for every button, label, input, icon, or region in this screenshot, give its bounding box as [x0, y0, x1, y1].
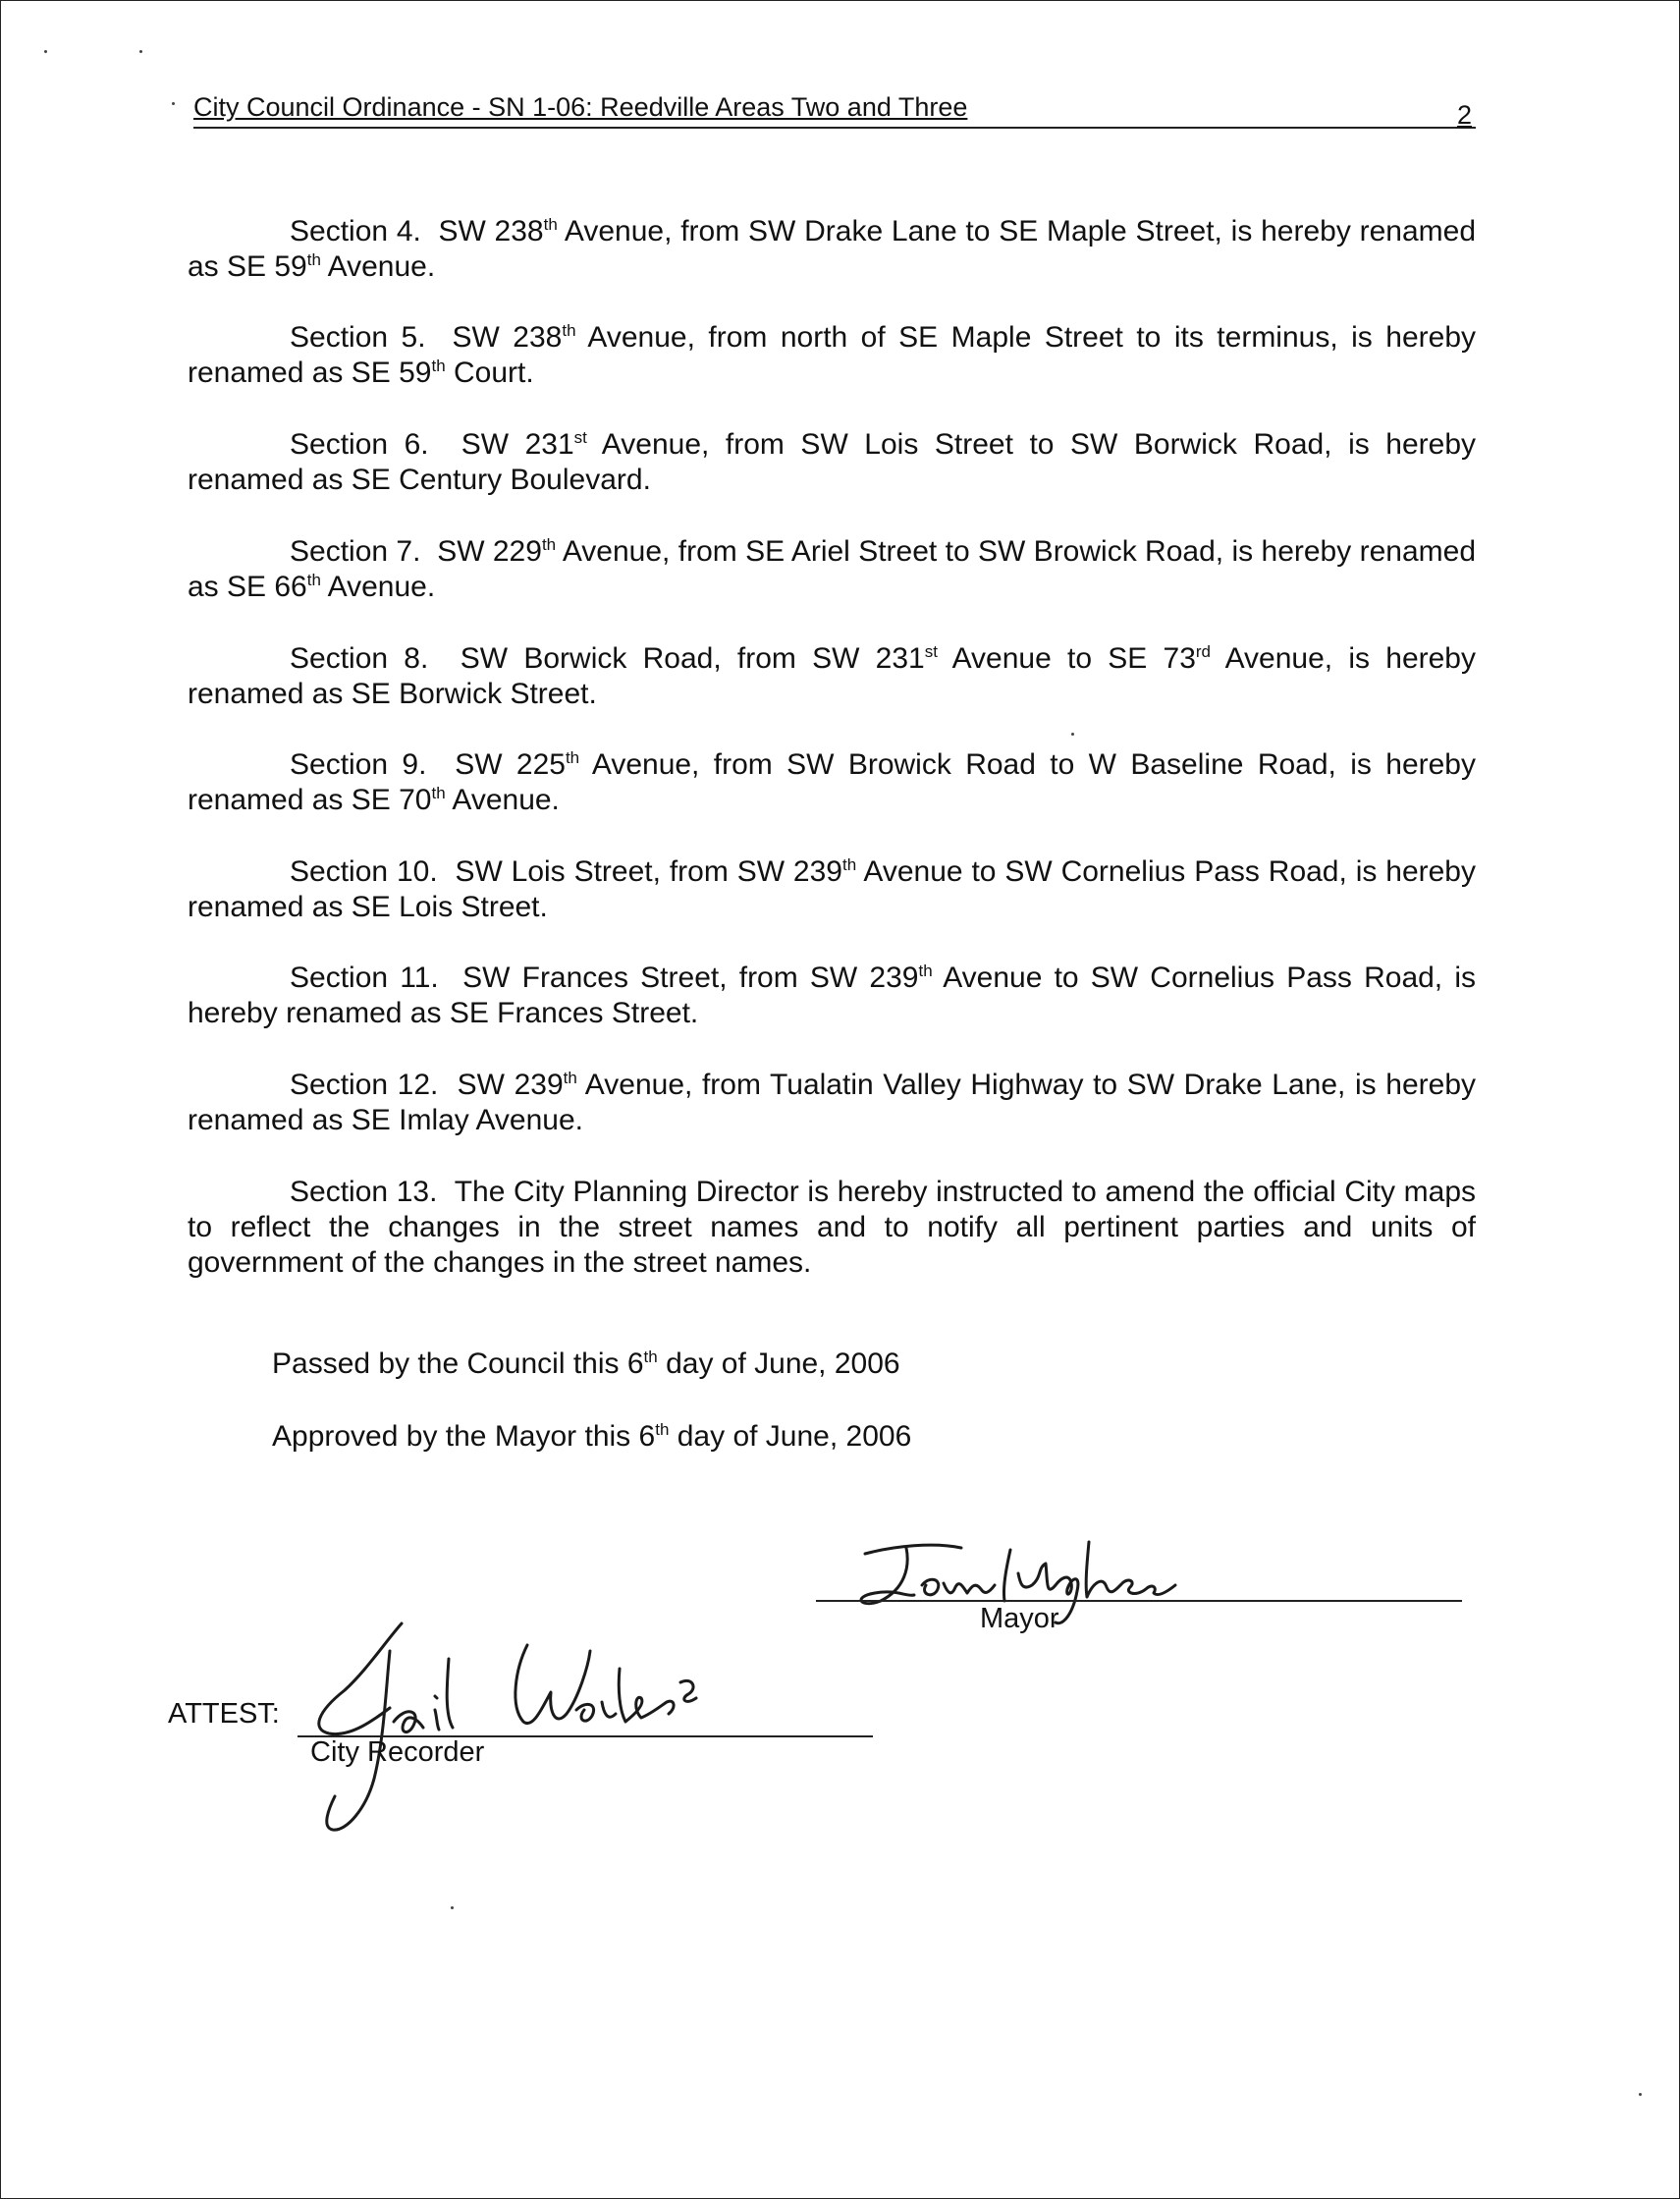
section-text: SW 229 — [437, 535, 542, 568]
ordinal-suffix: th — [431, 357, 446, 375]
section-label: Section 10. — [290, 855, 438, 888]
ordinal-suffix: th — [431, 784, 446, 802]
section-12 — [188, 1068, 1476, 1138]
section-4 — [188, 214, 1476, 285]
scan-speck — [1071, 733, 1074, 736]
ordinal-suffix: th — [643, 1347, 658, 1366]
section-text: Avenue to SE 73 — [937, 642, 1196, 675]
section-text: Avenue, is hereby renamed as SE Borwick Street. — [188, 642, 1476, 710]
approved-text: Approved by the Mayor this 6 — [272, 1420, 656, 1453]
ordinal-suffix: rd — [1195, 642, 1212, 661]
scan-speck — [1639, 2093, 1642, 2096]
section-5 — [188, 320, 1476, 391]
section-6 — [188, 427, 1476, 498]
section-text: SW 239 — [457, 1069, 564, 1101]
section-text: SW 238 — [452, 321, 563, 354]
ordinal-suffix: th — [565, 748, 580, 767]
scan-speck — [44, 50, 47, 53]
ordinal-suffix: th — [306, 250, 321, 269]
mayor-signature-line — [816, 1600, 1462, 1602]
ordinal-suffix: th — [562, 321, 576, 340]
approved-statement — [272, 1419, 911, 1455]
scan-speck — [139, 50, 142, 53]
page-header — [193, 80, 1476, 129]
passed-statement — [272, 1347, 900, 1382]
section-text: Avenue. — [320, 571, 436, 603]
section-8 — [188, 641, 1476, 712]
section-11 — [188, 961, 1476, 1031]
ordinal-suffix: th — [306, 571, 321, 589]
scan-speck — [172, 102, 175, 105]
section-label: Section 9. — [290, 748, 427, 781]
scan-speck — [451, 1906, 454, 1909]
section-label: Section 6. — [290, 428, 429, 461]
section-label: Section 12. — [290, 1069, 439, 1101]
ordinal-suffix: th — [841, 855, 857, 874]
ordinal-suffix: th — [918, 962, 933, 980]
ordinal-suffix: th — [655, 1420, 670, 1439]
section-text: Avenue, from Tualatin Valley Highway to SW Drake Lane, is hereby renamed as SE Imlay Avenue. — [188, 1069, 1477, 1136]
section-text: Avenue, from SW Drake Lane to SE Maple Street, is hereby renamed as SE 59 — [188, 215, 1477, 283]
section-text: Avenue, from SE Ariel Street to SW Browick Road, is hereby renamed as SE 66 — [188, 535, 1476, 603]
city-recorder-label: City Recorder — [310, 1736, 485, 1768]
section-text: SW 231 — [461, 428, 574, 461]
section-text: The City Planning Director is hereby instructed to amend the official City maps to reflect the changes in the street names and to notify all pertinent parties and units of government of the changes in the street names. — [188, 1176, 1477, 1279]
ordinal-suffix: th — [543, 215, 558, 234]
section-text: Avenue, from SW Browick Road to W Baseline Road, is hereby renamed as SE 70 — [188, 748, 1476, 816]
ordinal-suffix: th — [563, 1069, 577, 1087]
section-text: Avenue, from north of SE Maple Street to its terminus, is hereby renamed as SE 59 — [188, 321, 1477, 389]
section-7 — [188, 534, 1476, 605]
section-text: SW 238 — [438, 215, 544, 247]
section-10 — [188, 854, 1476, 925]
section-text: Avenue to SW Cornelius Pass Road, is hereby renamed as SE Frances Street. — [188, 962, 1476, 1029]
ordinal-suffix: th — [541, 535, 557, 554]
section-label: Section 5. — [290, 321, 426, 354]
section-13 — [188, 1175, 1476, 1281]
mayor-label: Mayor — [980, 1603, 1059, 1634]
section-label: Section 7. — [290, 535, 421, 568]
section-text: Court. — [445, 357, 534, 389]
ordinal-suffix: st — [924, 642, 938, 661]
section-9 — [188, 747, 1476, 818]
ordinal-suffix: st — [573, 428, 587, 447]
section-text: Avenue. — [445, 784, 560, 816]
section-label: Section 8. — [290, 642, 429, 675]
city-recorder-signature — [296, 1612, 728, 1838]
section-text: SW Lois Street, from SW 239 — [455, 855, 842, 888]
attest-label: ATTEST: — [168, 1698, 280, 1730]
section-label: Section 13. — [290, 1176, 438, 1208]
section-label: Section 4. — [290, 215, 421, 247]
header-title: City Council Ordinance - SN 1-06: Reedville Areas Two and Three — [193, 92, 968, 122]
section-text: Avenue to SW Cornelius Pass Road, is hereby renamed as SE Lois Street. — [188, 855, 1476, 923]
section-text: Avenue. — [320, 250, 436, 283]
section-text: SW 225 — [455, 748, 566, 781]
section-label: Section 11. — [290, 962, 439, 994]
page-number: 2 — [1456, 100, 1472, 130]
approved-text: day of June, 2006 — [669, 1420, 912, 1453]
section-text: Avenue, from SW Lois Street to SW Borwick Road, is hereby renamed as SE Century Boulevard. — [188, 428, 1477, 496]
passed-text: day of June, 2006 — [657, 1347, 900, 1380]
passed-text: Passed by the Council this 6 — [272, 1347, 644, 1380]
section-text: SW Frances Street, from SW 239 — [462, 962, 919, 994]
section-text: SW Borwick Road, from SW 231 — [460, 642, 925, 675]
